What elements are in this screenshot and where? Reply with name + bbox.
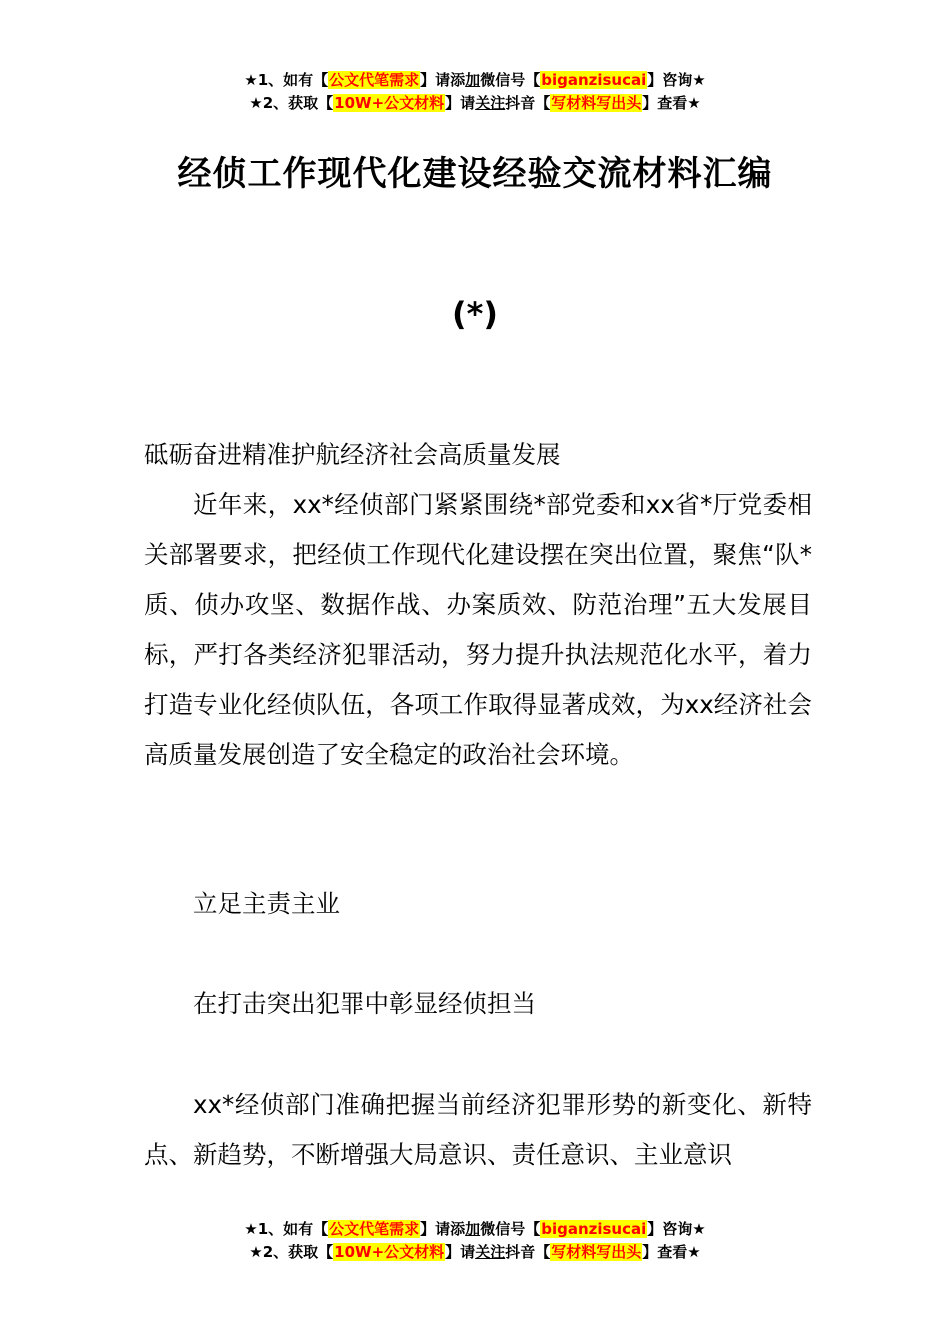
banner-highlight-service: 公文代笔需求 (329, 1220, 420, 1238)
banner-text: 2、获取【 (262, 94, 334, 112)
banner-text: 1、如有【 (257, 71, 329, 89)
section-marker: (*) (452, 295, 498, 333)
header-banner (0, 69, 950, 115)
banner-text: 微信号【 (480, 71, 541, 89)
banner-highlight-wechat-id: biganzisucai (541, 1220, 647, 1238)
banner-underlined-text: 加 (465, 71, 481, 89)
star-icon: ★ (687, 94, 701, 112)
star-icon: ★ (244, 71, 258, 89)
star-icon: ★ (687, 1243, 701, 1261)
body-paragraph-2: xx*经侦部门准确把握当前经济犯罪形势的新变化、新特点、新趋势，不断增强大局意识、责任意识、主业意识 (144, 1090, 812, 1169)
star-icon: ★ (244, 1220, 258, 1238)
banner-text: 】咨询 (647, 1220, 693, 1238)
banner-highlight-douyin: 写材料写出头 (551, 1243, 642, 1261)
star-icon: ★ (249, 94, 263, 112)
section-heading-2: 在打击突出犯罪中彰显经侦担当 (193, 989, 536, 1018)
banner-text: 】查看 (642, 1243, 688, 1261)
banner-highlight-douyin: 写材料写出头 (551, 94, 642, 112)
banner-text: 】请添 (420, 71, 466, 89)
footer-banner (0, 1218, 950, 1264)
banner-text: 1、如有【 (257, 1220, 329, 1238)
banner-highlight-materials: 10W+公文材料 (334, 94, 445, 112)
banner-text: 】请添 (420, 1220, 466, 1238)
banner-text: 抖音【 (505, 1243, 551, 1261)
article-subtitle: 砥砺奋进精准护航经济社会高质量发展 (144, 440, 561, 469)
banner-underlined-text: 关注 (475, 94, 506, 112)
banner-underlined-text: 关注 (475, 1243, 506, 1261)
banner-underlined-text: 加 (465, 1220, 481, 1238)
banner-line-1 (0, 69, 950, 92)
banner-text: 】查看 (642, 94, 688, 112)
banner-highlight-service: 公文代笔需求 (329, 71, 420, 89)
banner-line-2 (0, 92, 950, 115)
banner-text: 微信号【 (480, 1220, 541, 1238)
banner-line-2 (0, 1241, 950, 1264)
banner-text: 】请 (445, 94, 476, 112)
banner-text: 】咨询 (647, 71, 693, 89)
document-title: 经侦工作现代化建设经验交流材料汇编 (177, 154, 773, 194)
banner-highlight-materials: 10W+公文材料 (334, 1243, 445, 1261)
banner-text: 】请 (445, 1243, 476, 1261)
banner-highlight-wechat-id: biganzisucai (541, 71, 647, 89)
section-heading-1: 立足主责主业 (193, 889, 340, 918)
star-icon: ★ (249, 1243, 263, 1261)
banner-text: 抖音【 (505, 94, 551, 112)
banner-line-1 (0, 1218, 950, 1241)
banner-text: 2、获取【 (262, 1243, 334, 1261)
body-paragraph-1: 近年来，xx*经侦部门紧紧围绕*部党委和xx省*厅党委相关部署要求，把经侦工作现代化建设摆在突出位置，聚焦“队*质、侦办攻坚、数据作战、办案质效、防范治理”五大发展目标，严打各类经济犯罪活动，努力提升执法规范化水平，着力打造专业化经侦队伍，各项工作取得显著成效，为xx经济社会高质量发展创造了安全稳定的政治社会环境。 (144, 490, 812, 769)
star-icon: ★ (692, 1220, 706, 1238)
star-icon: ★ (692, 71, 706, 89)
